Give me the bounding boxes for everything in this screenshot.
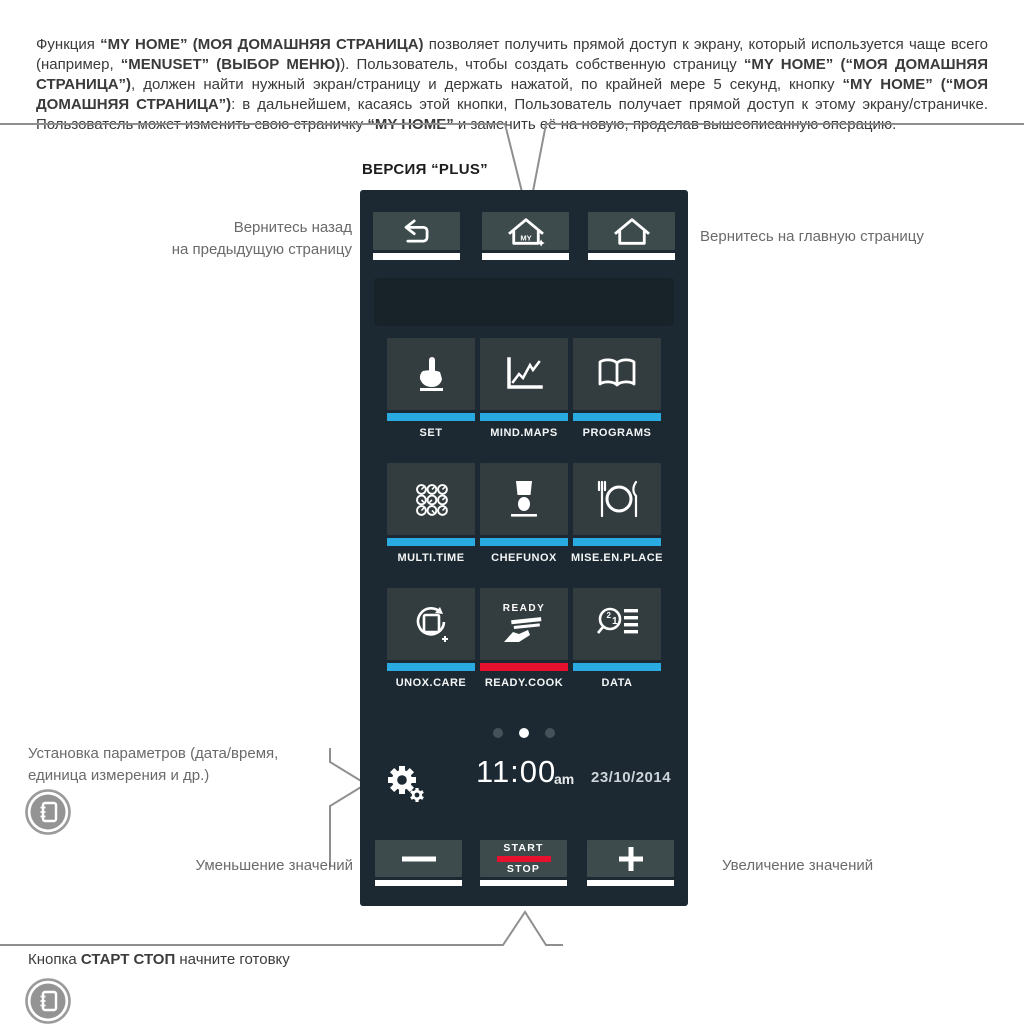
clock-time: 11:00 <box>476 754 557 789</box>
mise-en-place-accent-bar <box>573 538 661 546</box>
back-button-unit <box>373 212 460 260</box>
mind-maps-button[interactable] <box>480 338 568 410</box>
unox-care-button[interactable] <box>387 588 475 660</box>
page-dot[interactable] <box>519 728 529 738</box>
unox-care-label: UNOX.CARE <box>395 677 467 689</box>
notebook-reference-icon <box>24 977 72 1024</box>
tile-unox-care <box>387 588 475 689</box>
increase-annotation: Увеличение значений <box>722 857 874 874</box>
open-book-icon <box>594 355 640 393</box>
start-stop-button-unit <box>480 840 567 886</box>
mind-maps-accent-bar <box>480 413 568 421</box>
set-button[interactable] <box>387 338 475 410</box>
stop-label: STOP <box>506 862 541 875</box>
tile-mind-maps <box>480 338 568 439</box>
intro-paragraph: Функция “MY HOME” (МОЯ ДОМАШНЯЯ СТРАНИЦА) позволяет получить прямой доступ к экрану, который используется чаще всего (например, “MENUSET” (ВЫБОР МЕНЮ)). Пользователь, чтобы создать собственную страницу “MY HOME” (“МОЯ ДОМАШНЯЯ СТРАНИЦА”), должен найти нужный экран/страницу и держать нажатой, по крайней мере 5 секунд, кнопку “MY HOME” (“МОЯ ДОМАШНЯЯ СТРАНИЦА”): в дальнейшем, касаясь этой кнопки, Пользователь получает прямой доступ к этому экрану/страничке. Пользователь может изменить свою страничку “MY HOME” и заменить её на новую, проделав вышеописанную операцию. <box>36 36 993 133</box>
home-button-underline <box>588 253 675 260</box>
startstop-callout-line <box>0 912 563 945</box>
my-home-button-unit <box>482 212 569 260</box>
set-label: SET <box>419 427 443 439</box>
tile-chefunox <box>480 463 568 564</box>
tile-ready-cook <box>480 588 568 689</box>
programs-label: PROGRAMS <box>582 427 652 439</box>
pagination-dots <box>360 728 688 738</box>
ready-cook-accent-bar <box>480 663 568 671</box>
home-button[interactable] <box>588 212 675 250</box>
ready-hand-icon <box>500 616 548 646</box>
refresh-square-icon <box>409 602 453 646</box>
mind-maps-label: MIND.MAPS <box>490 427 558 439</box>
back-button-underline <box>373 253 460 260</box>
gear-icon <box>382 760 428 804</box>
mise-en-place-label: MISE.EN.PLACE <box>570 552 664 564</box>
plate-cutlery-icon <box>593 477 641 521</box>
back-annotation: Вернитесь назад на предыдущую страницу <box>171 219 352 258</box>
multi-time-accent-bar <box>387 538 475 546</box>
minus-button-underline <box>375 880 462 886</box>
version-label: ВЕРСИЯ “PLUS” <box>362 161 488 178</box>
settings-annotation: Установка параметров (дата/время, единица измерения и др.) <box>28 745 279 784</box>
chefunox-button[interactable] <box>480 463 568 535</box>
set-accent-bar <box>387 413 475 421</box>
plus-button-unit <box>587 840 674 886</box>
my-home-icon <box>503 214 549 248</box>
start-stop-annotation: Кнопка СТАРТ СТОП начните готовку <box>28 951 290 968</box>
plus-icon <box>616 844 646 874</box>
back-button[interactable] <box>373 212 460 250</box>
programs-button[interactable] <box>573 338 661 410</box>
my-home-button[interactable] <box>482 212 569 250</box>
page-dot[interactable] <box>493 728 503 738</box>
start-stop-button[interactable] <box>480 840 567 877</box>
ready-text: READY <box>502 602 546 614</box>
data-accent-bar <box>573 663 661 671</box>
svg-text:1: 1 <box>612 616 618 627</box>
tile-programs <box>573 338 661 439</box>
plus-button-underline <box>587 880 674 886</box>
my-home-label: MY <box>519 233 532 243</box>
pointing-hand-icon <box>410 353 452 395</box>
decrease-annotation: Уменьшение значений <box>195 857 353 874</box>
page-dot[interactable] <box>545 728 555 738</box>
clock-meridiem: am <box>554 771 575 787</box>
chef-icon <box>504 478 544 520</box>
unox-care-accent-bar <box>387 663 475 671</box>
return-arrow-icon <box>395 215 439 247</box>
tile-data <box>573 588 661 689</box>
programs-accent-bar <box>573 413 661 421</box>
home-button-unit <box>588 212 675 260</box>
start-stop-red-bar <box>497 856 551 862</box>
date-display: 23/10/2014 <box>591 769 672 786</box>
my-home-button-underline <box>482 253 569 260</box>
mise-en-place-button[interactable] <box>573 463 661 535</box>
data-label: DATA <box>601 677 633 689</box>
minus-button[interactable] <box>375 840 462 877</box>
minus-icon <box>400 854 438 864</box>
plus-button[interactable] <box>587 840 674 877</box>
tile-set <box>387 338 475 439</box>
start-label: START <box>503 842 544 854</box>
start-stop-button-underline <box>480 880 567 886</box>
data-button[interactable] <box>573 588 661 660</box>
multi-time-button[interactable] <box>387 463 475 535</box>
chefunox-label: CHEFUNOX <box>491 552 557 564</box>
clock-grid-icon <box>409 477 453 521</box>
home-annotation: Вернитесь на главную страницу <box>700 228 924 245</box>
tile-mise-en-place <box>570 463 664 564</box>
inactive-area <box>374 278 674 326</box>
tile-multi-time <box>387 463 475 564</box>
ready-cook-button[interactable] <box>480 588 568 660</box>
home-icon <box>609 214 655 248</box>
notebook-reference-icon <box>24 788 72 841</box>
chefunox-accent-bar <box>480 538 568 546</box>
settings-gear-button[interactable] <box>382 760 428 809</box>
search-list-icon <box>594 604 640 644</box>
oven-touch-panel <box>360 190 688 906</box>
ready-cook-label: READY.COOK <box>484 677 564 689</box>
minus-button-unit <box>375 840 462 886</box>
line-chart-icon <box>502 354 546 394</box>
multi-time-label: MULTI.TIME <box>397 552 465 564</box>
svg-text:2: 2 <box>606 611 611 620</box>
